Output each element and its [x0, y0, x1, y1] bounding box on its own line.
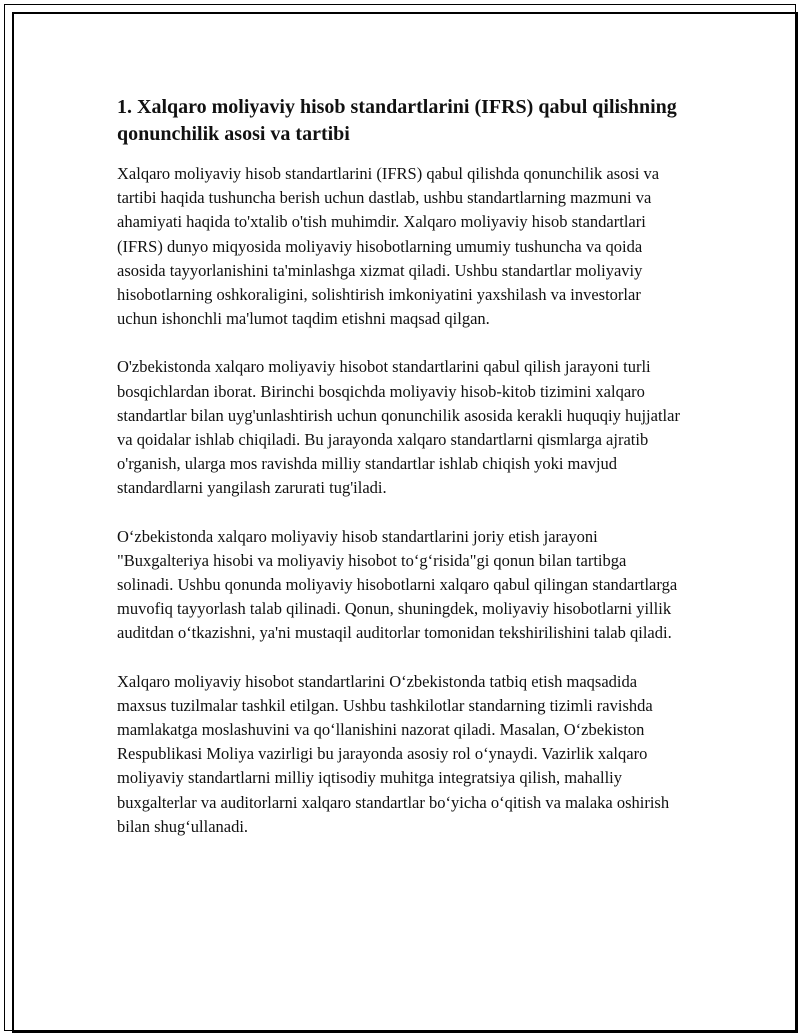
section-heading: 1. Xalqaro moliyaviy hisob standartlarini (IFRS) qabul qilishning qonunchilik asosi va tartibi — [117, 96, 677, 145]
paragraph-1: Xalqaro moliyaviy hisob standartlarini (IFRS) qabul qilishda qonunchilik asosi va tartibi haqida tushuncha berish uchun dastlab, ushbu standartlarning mazmuni va ahamiyati haqida to'xtalib o'tish muhimdir. Xalqaro moliyaviy hisob standartlari (IFRS) dunyo miqyosida moliyaviy hisobotlarning umumiy tushuncha va qoida asosida tayyorlanishini ta'minlashga xizmat qiladi. Ushbu standartlar moliyaviy hisobotlarning oshkoraligini, solishtirish imkoniyatini yaxshilash va investorlar uchun ishonchli ma'lumot taqdim etishni maqsad qilgan. — [117, 164, 660, 329]
paragraph-2: O'zbekistonda xalqaro moliyaviy hisobot standartlarini qabul qilish jarayoni turli bosqichlardan iborat. Birinchi bosqichda moliyaviy hisob-kitob tizimini xalqaro standartlar bilan uyg'unlashtirish uchun qonunchilik asosida kerakli huquqiy hujjatlar va qoidalar ishlab chiqiladi. Bu jarayonda xalqaro standartlarni qismlarga ajratib o'rganish, ularga mos ravishda milliy standartlar ishlab chiqish yoki mavjud standardlarni yangilash zarurati tug'iladi. — [117, 357, 680, 498]
document-body — [117, 94, 685, 863]
paragraph-4: Xalqaro moliyaviy hisobot standartlarini O‘zbekistonda tatbiq etish maqsadida maxsus tuzilmalar tashkil etilgan. Ushbu tashkilotlar standarning tizimli ravishda mamlakatga moslashuvini va qo‘llanishini nazorat qiladi. Masalan, O‘zbekiston Respublikasi Moliya vazirligi bu jarayonda asosiy rol o‘ynaydi. Vazirlik xalqaro moliyaviy standartlarni milliy iqtisodiy muhitga integratsiya qilish, mahalliy buxgalterlar va auditorlarni xalqaro standartlar bo‘yicha o‘qitish va malaka oshirish bilan shug‘ullanadi. — [117, 671, 670, 836]
paragraph-3: O‘zbekistonda xalqaro moliyaviy hisob standartlarini joriy etish jarayoni "Buxgalteriya hisobi va moliyaviy hisobot to‘g‘risida"gi qonun bilan tartibga solinadi. Ushbu qonunda moliyaviy hisobotlarni xalqaro qabul qilingan standartlarga muvofiq tayyorlash talab qilinadi. Qonun, shuningdek, moliyaviy hisobotlarni yillik auditdan o‘tkazishni, ya'ni mustaqil auditorlar tomonidan tekshirilishini talab qiladi. — [117, 526, 678, 643]
